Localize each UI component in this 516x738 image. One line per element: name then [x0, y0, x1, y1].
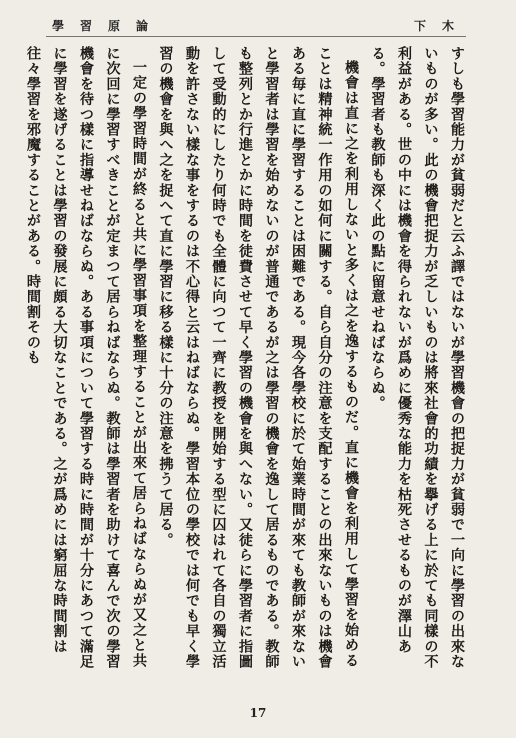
body-text	[25, 46, 470, 680]
paragraph-1: すしも學習能力が貧弱だと云ふ譯ではないが學習機會の把捉力が貧弱で一向に學習の出來ないものが多い。此の機會把捉力が乏しいものは將來社會的功績を擧げる上に於ても同樣の不利益がある。世の中には機會を得られないが爲めに優秀な能力を枯死させるものが澤山ある。學習者も教師も深く此の點に留意せねばならぬ。	[369, 46, 465, 670]
page-number: 17	[249, 706, 267, 720]
paragraph-2: 機會は直に之を利用しないと多くは之を逸するものだ。直に機會を利用して學習を始めることは精神統一作用の如何に關する。自ら自分の注意を支配することの出來ないものは機會ある毎に直に學習することは困難である。現今各學校に於て始業時間が來ても教師が來ないと學習者は學習を始めないのが普通であるが之は學習の機會を逸して居るものである。教師も整列とか行進とかに時間を徒費させて早く學習の機會を與へない。又徒らに學習者に指圖して受動的にしたり何時でも全體に向つて一齊に教授を開始する型に囚はれて各自の獨立活動を許さない樣な事をするのは不心得と云はねばならぬ。學習本位の學校では何でも早く學習の機會を與へ之を捉へて直に學習に移る樣に十分の注意を拂うて居る。	[157, 46, 359, 670]
running-header	[52, 14, 456, 36]
paragraph-3: 一定の學習時間が終ると共に學習事項を整理することが出來て居らねばならぬが又之と共に次回に學習すべきことが定まつて居らねばならぬ。教師は學習者を助けて喜んで次の學習機會を待つ樣に指導せねばならぬ。ある事項について學習する時に時間が十分にあつて滿足に學習を遂げることは學習の發展に頗る大切なことである。之が爲めには窮屈な時間割は往々學習を邪魔することがある。時間割そのも	[25, 46, 147, 670]
header-section: 下 木	[413, 18, 456, 33]
header-book-title: 學 習 原 論	[52, 18, 151, 33]
header-rule	[46, 36, 466, 37]
